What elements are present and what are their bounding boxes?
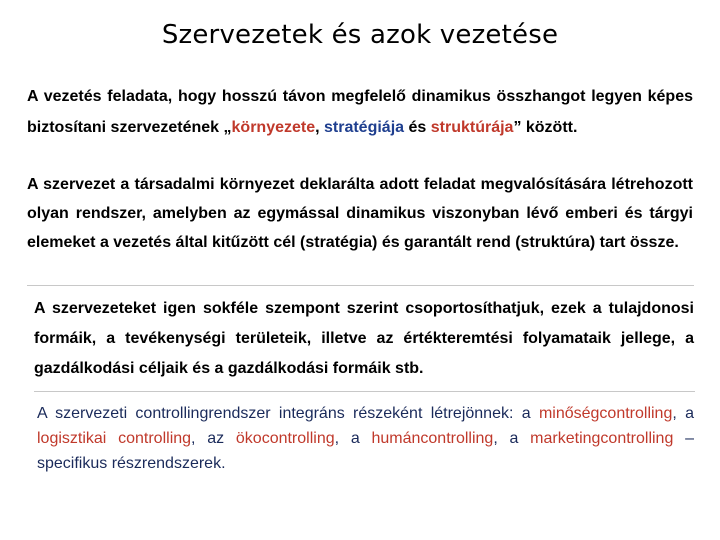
divider <box>27 285 694 286</box>
highlight-environment: környezete <box>231 119 316 136</box>
text-segment: A szervezeti controllingrendszer integráns részeként létrejönnek: a <box>37 405 539 422</box>
text-segment: , a <box>672 405 694 422</box>
highlight-structure: struktúrája <box>430 119 514 136</box>
highlight-quality-controlling: minőségcontrolling <box>538 405 673 422</box>
text-segment: , a <box>334 430 372 447</box>
paragraph-organization-definition: A szervezet a társadalmi környezet deklarálta adott feladat megvalósítására létrehozott olyan rendszer, amelyben az egymással dinamikus viszonyban lévő emberi és tárgyi elemeket a vezetés által kitűzött cél (stratégia) és garantált rend (struktúra) tart össze. <box>27 176 693 251</box>
highlight-hr-controlling: humáncontrolling <box>371 430 494 447</box>
text-segment: – specifikus részrendszerek. <box>37 430 695 472</box>
text-segment: , <box>315 119 324 136</box>
paragraph-organization-grouping: A szervezeteket igen sokféle szempont szerint csoportosíthatjuk, ezek a tulajdonosi formáik, a tevékenységi területeik, illetve az értékteremtési folyamataik jellege, a gazdálkodási céljaik és a gazdálkodási formáik stb. <box>34 300 694 377</box>
text-segment: , az <box>191 430 236 447</box>
text-segment: és <box>404 119 431 136</box>
slide-title: Szervezetek és azok vezetése <box>161 20 559 50</box>
text-segment: , a <box>493 430 531 447</box>
highlight-strategy: stratégiája <box>324 119 405 136</box>
paragraph-leadership-task <box>27 81 693 143</box>
text-segment: A vezetés feladata, hogy hosszú távon megfelelő dinamikus összhangot legyen képes biztosítani szervezetének „ <box>27 88 693 136</box>
highlight-eco-controlling: ökocontrolling <box>235 430 335 447</box>
highlight-logistics-controlling: logisztikai controlling <box>37 430 192 447</box>
highlight-marketing-controlling: marketingcontrolling <box>530 430 674 447</box>
text-segment: ” között. <box>513 119 578 136</box>
paragraph-controlling-subsystems <box>37 401 694 476</box>
divider <box>34 391 695 392</box>
